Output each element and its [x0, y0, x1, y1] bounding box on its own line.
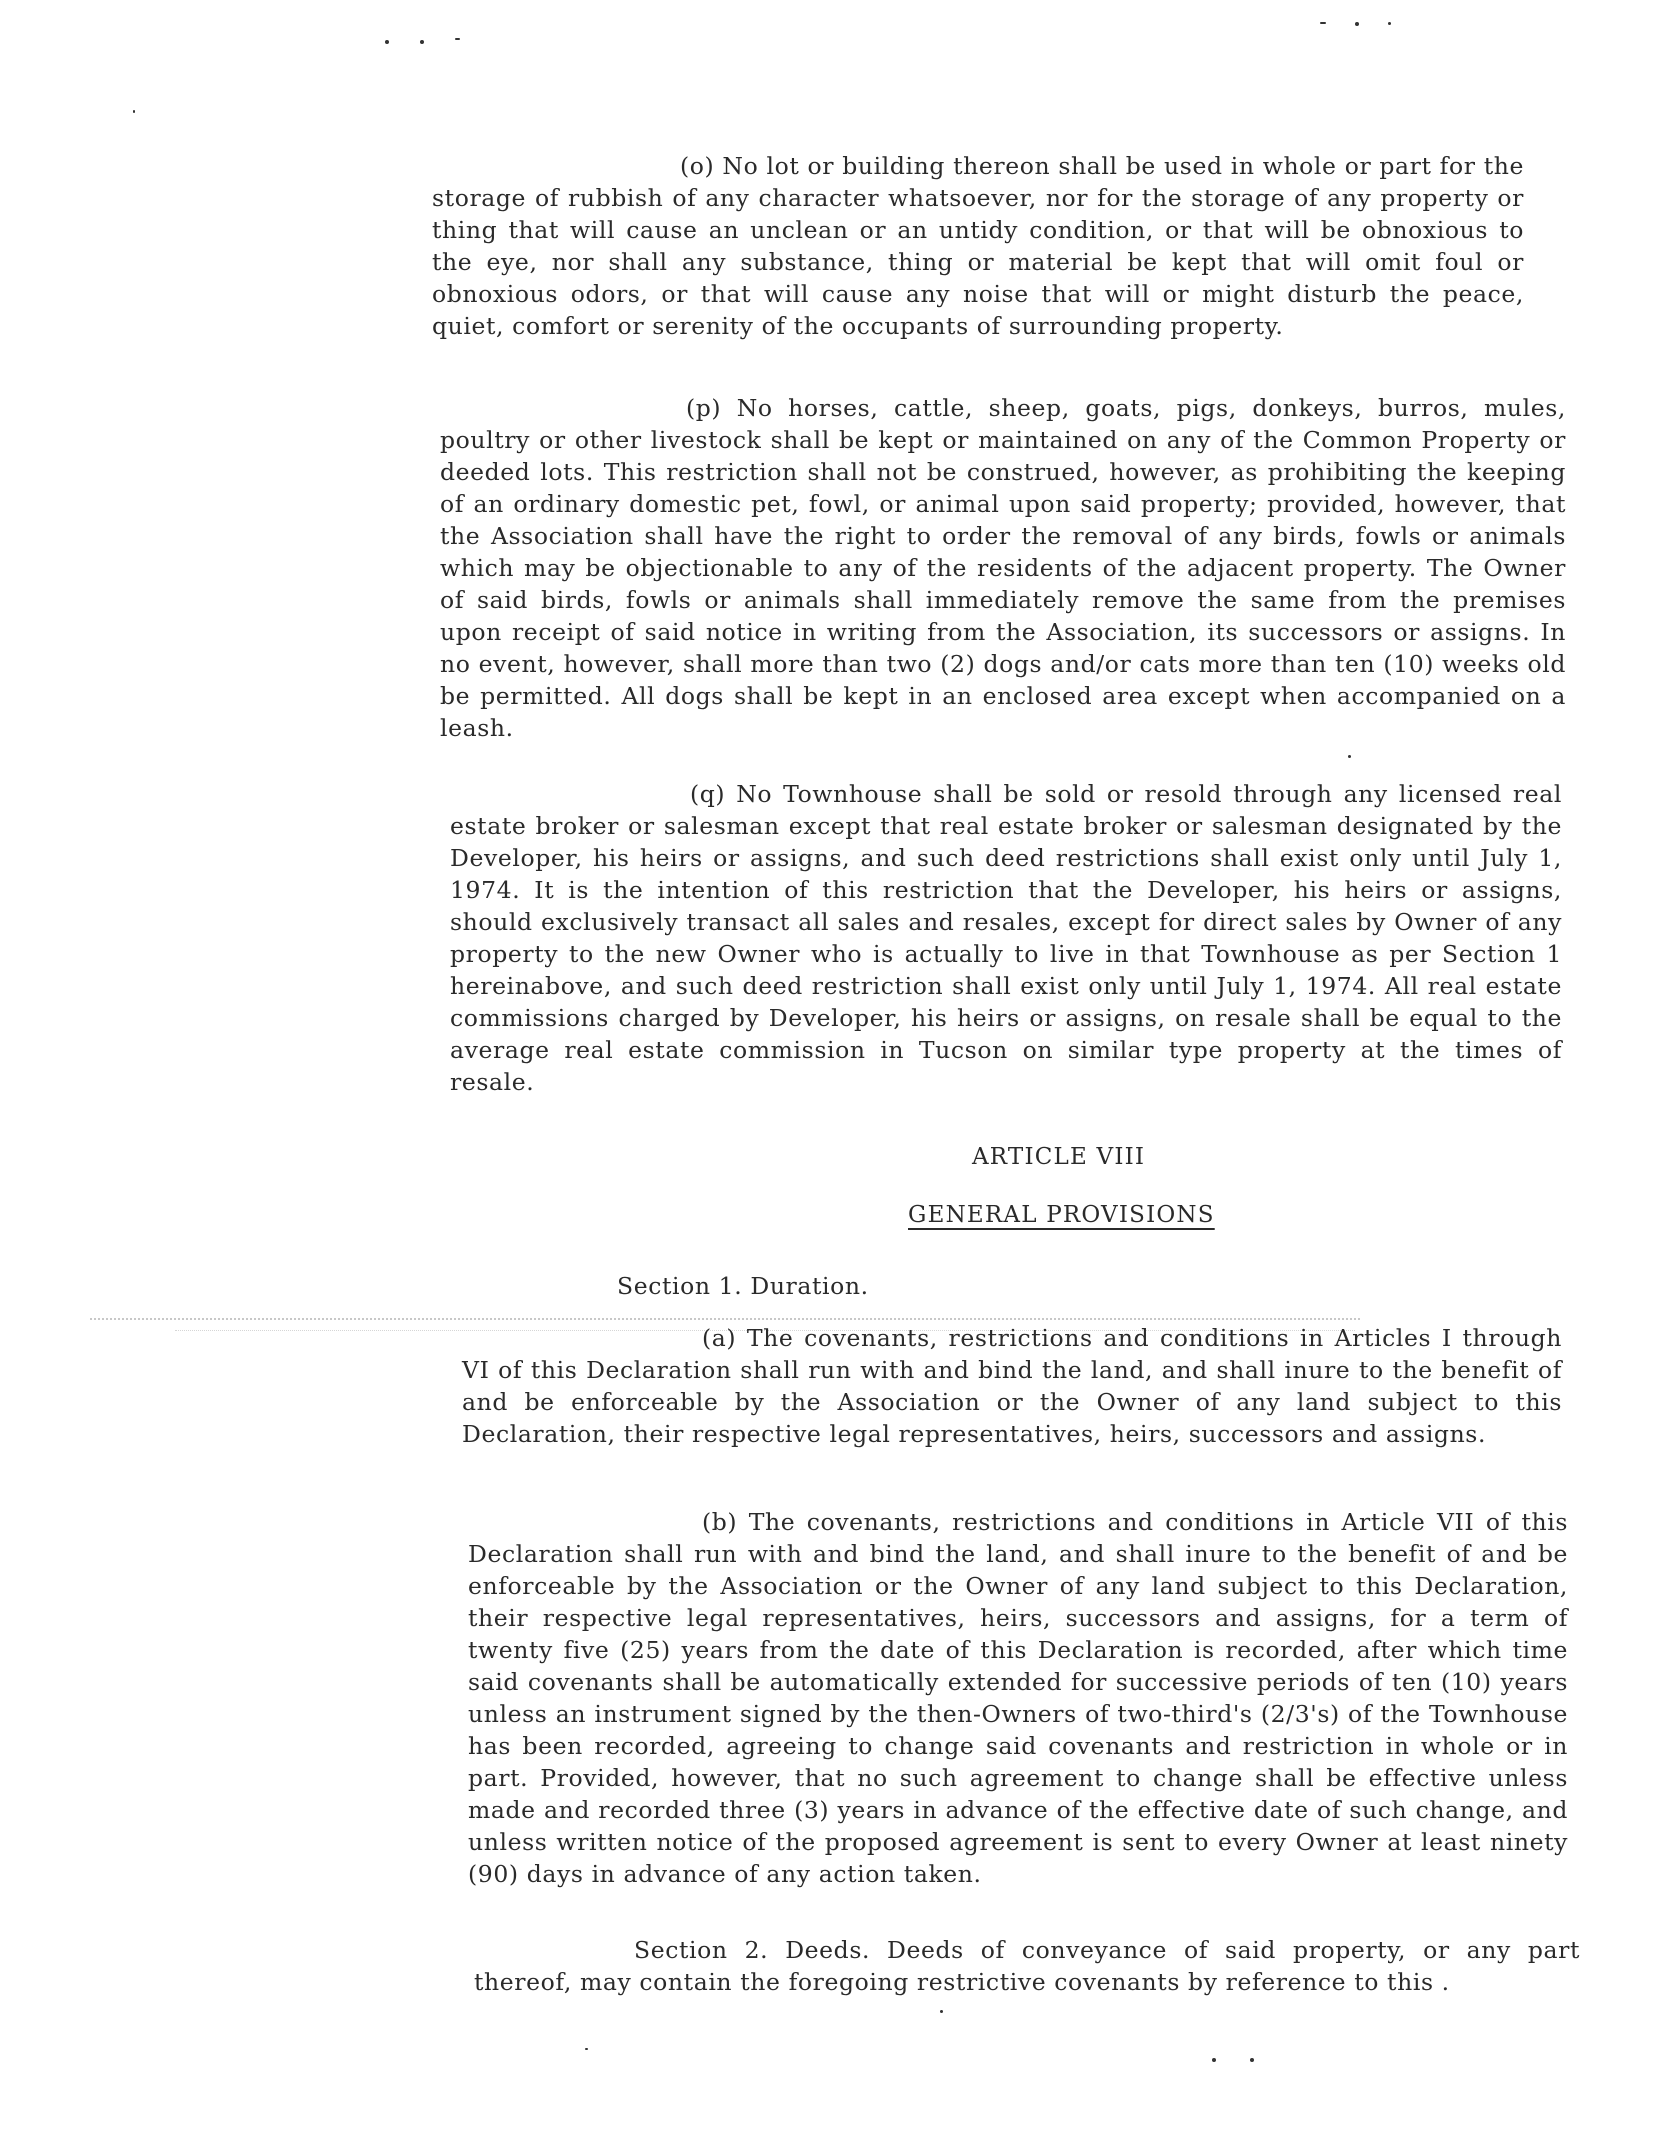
scan-artifact-line	[90, 1318, 1360, 1320]
paragraph-o: (o) No lot or building thereon shall be used in whole or part for the storage of rubbish of any character whatsoever, nor for the storage of any property or thing that will cause an unclean or an untidy condition, or that will be obnoxious to the eye, nor shall any substance, thing or material be kept that will omit foul or obnoxious odors, or that will cause any noise that will or might disturb the peace, quiet, comfort or serenity of the occupants of surrounding property.	[432, 152, 1524, 340]
paragraph-q: (q) No Townhouse shall be sold or resold through any licensed real estate broker or salesman except that real estate broker or salesman designated by the Developer, his heirs or assigns, and such deed restrictions shall exist only until July 1, 1974. It is the intention of this restriction that the Developer, his heirs or assigns, should exclusively transact all sales and resales, except for direct sales by Owner of any property to the new Owner who is actually to live in that Townhouse as per Section 1 hereinabove, and such deed restriction shall exist only until July 1, 1974. All real estate commissions charged by Developer, his heirs or assigns, on resale shall be equal to the average real estate commission in Tucson on similar type property at the times of resale.	[450, 780, 1562, 1096]
article-number: ARTICLE VIII	[972, 1144, 1146, 1170]
scan-speck	[1250, 2058, 1254, 2062]
section-2-paragraph: Section 2. Deeds. Deeds of conveyance of said property, or any part thereof, may contain the foregoing restrictive covenants by reference to this .	[474, 1936, 1580, 1996]
scan-speck	[1320, 22, 1326, 24]
scan-speck	[1355, 22, 1359, 26]
article-title: GENERAL PROVISIONS	[908, 1202, 1215, 1228]
paragraph-a: (a) The covenants, restrictions and conditions in Articles I through VI of this Declaration shall run with and bind the land, and shall inure to the benefit of and be enforceable by the Association or the Owner of any land subject to this Declaration, their respective legal representatives, heirs, successors and assigns.	[462, 1324, 1562, 1448]
scan-speck	[1388, 22, 1391, 25]
paragraph-b: (b) The covenants, restrictions and conditions in Article VII of this Declaration shall run with and bind the land, and shall inure to the benefit of and be enforceable by the Association or the Owner of any land subject to this Declaration, their respective legal representatives, heirs, successors and assigns, for a term of twenty five (25) years from the date of this Declaration is recorded, after which time said covenants shall be automatically extended for successive periods of ten (10) years unless an instrument signed by the then-Owners of two-third's (2/3's) of the Townhouse has been recorded, agreeing to change said covenants and restriction in whole or in part. Provided, however, that no such agreement to change shall be effective unless made and recorded three (3) years in advance of the effective date of such change, and unless written notice of the proposed agreement is sent to every Owner at least ninety (90) days in advance of any action taken.	[468, 1508, 1568, 1888]
scan-speck	[1212, 2058, 1216, 2062]
scan-speck	[455, 38, 460, 40]
section-1-heading: Section 1. Duration.	[617, 1272, 869, 1300]
scan-speck	[1348, 755, 1351, 758]
paragraph-p: (p) No horses, cattle, sheep, goats, pigs, donkeys, burros, mules, poultry or other livestock shall be kept or maintained on any of the Common Property or deeded lots. This restriction shall not be construed, however, as prohibiting the keeping of an ordinary domestic pet, fowl, or animal upon said property; provided, however, that the Association shall have the right to order the removal of any birds, fowls or animals which may be objectionable to any of the residents of the adjacent property. The Owner of said birds, fowls or animals shall immediately remove the same from the premises upon receipt of said notice in writing from the Association, its successors or assigns. In no event, however, shall more than two (2) dogs and/or cats more than ten (10) weeks old be permitted. All dogs shall be kept in an enclosed area except when accompanied on a leash.	[440, 394, 1566, 742]
scan-speck	[420, 40, 424, 44]
scan-speck	[585, 2048, 588, 2050]
scan-speck	[385, 40, 389, 44]
scan-speck	[940, 2010, 943, 2013]
scan-speck	[133, 110, 135, 113]
